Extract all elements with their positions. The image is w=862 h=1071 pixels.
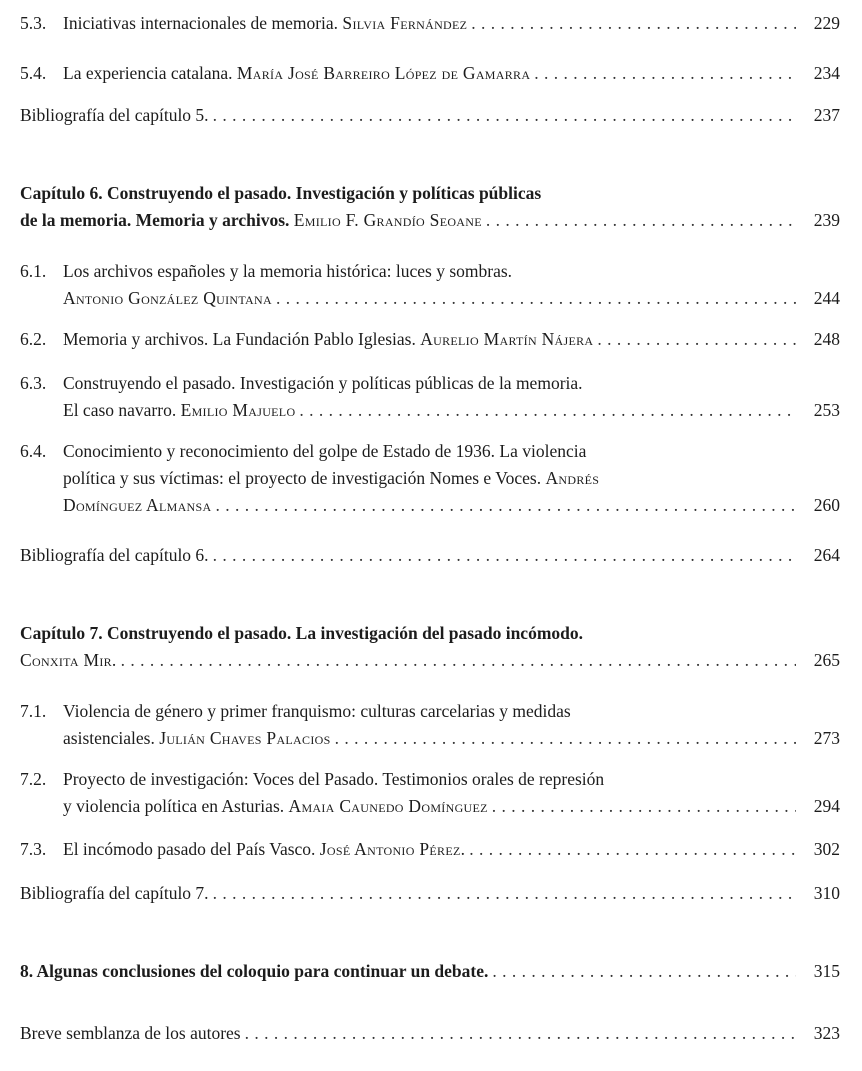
page-number: 273 xyxy=(813,728,840,748)
toc-entry-bibliography-7[interactable] xyxy=(20,880,840,907)
entry-title-line1: Proyecto de investigación: Voces del Pasado. Testimonios orales de represión xyxy=(63,769,605,789)
page-number: 229 xyxy=(813,13,840,33)
dot-leader xyxy=(534,60,796,87)
toc-entry-7-2[interactable] xyxy=(20,766,840,820)
toc-entry-6-2[interactable] xyxy=(20,326,840,353)
page-number: 294 xyxy=(813,796,840,816)
chapter-title-line2: de la memoria. Memoria y archivos. xyxy=(20,210,290,230)
entry-number: 7.1. xyxy=(20,701,47,721)
page-number: 244 xyxy=(813,288,840,308)
chapter-author: Conxita Mir. xyxy=(20,650,117,670)
entry-title: Los archivos españoles y la memoria histórica: luces y sombras. xyxy=(63,261,513,281)
toc-entry-5-4[interactable] xyxy=(20,60,840,87)
page-number: 302 xyxy=(813,839,840,859)
entry-number: 5.4. xyxy=(20,63,47,83)
dot-leader xyxy=(597,326,796,353)
entry-author: Julián Chaves Palacios xyxy=(159,728,331,748)
chapter-title: 8. Algunas conclusiones del coloquio para continuar un debate. xyxy=(20,961,489,981)
entry-number: 7.3. xyxy=(20,839,47,859)
toc-entry-7-1[interactable] xyxy=(20,698,840,752)
toc-entry-6-1[interactable] xyxy=(20,258,840,312)
entry-title-line2: El caso navarro. xyxy=(63,400,177,420)
entry-number: 6.4. xyxy=(20,441,47,461)
toc-chapter-6[interactable] xyxy=(20,180,840,234)
page-number: 234 xyxy=(813,63,840,83)
entry-title-line1: Construyendo el pasado. Investigación y políticas públicas de la memoria. xyxy=(63,373,583,393)
entry-author-part1: Andrés xyxy=(545,468,600,488)
entry-title-line2: y violencia política en Asturias. xyxy=(63,796,285,816)
dot-leader xyxy=(486,207,796,234)
toc-entry-authors[interactable] xyxy=(20,1020,840,1047)
toc-entry-6-3[interactable] xyxy=(20,370,840,424)
entry-author: Emilio Majuelo xyxy=(180,400,296,420)
entry-number: 6.1. xyxy=(20,261,47,281)
toc-entry-bibliography-6[interactable] xyxy=(20,542,840,569)
entry-title-line2: política y sus víctimas: el proyecto de investigación Nomes e Voces. xyxy=(63,468,542,488)
dot-leader xyxy=(299,397,796,424)
entry-title: Bibliografía del capítulo 7. xyxy=(20,883,209,903)
dot-leader xyxy=(245,1020,796,1047)
toc-entry-7-3[interactable] xyxy=(20,836,840,863)
dot-leader xyxy=(469,836,796,863)
page-number: 265 xyxy=(813,650,840,670)
entry-title: La experiencia catalana. xyxy=(63,63,233,83)
page-number: 315 xyxy=(813,961,840,981)
entry-title-line1: Conocimiento y reconocimiento del golpe de Estado de 1936. La violencia xyxy=(63,441,587,461)
entry-number: 5.3. xyxy=(20,13,47,33)
dot-leader xyxy=(335,725,796,752)
dot-leader xyxy=(492,958,796,985)
entry-title: El incómodo pasado del País Vasco. xyxy=(63,839,316,859)
dot-leader xyxy=(492,793,796,820)
entry-author: Aurelio Martín Nájera xyxy=(420,329,594,349)
entry-author-part2: Domínguez Almansa xyxy=(63,495,212,515)
page-number: 310 xyxy=(813,883,840,903)
toc-entry-bibliography-5[interactable] xyxy=(20,102,840,129)
entry-title-line1: Violencia de género y primer franquismo: culturas carcelarias y medidas xyxy=(63,701,571,721)
entry-title: Bibliografía del capítulo 6. xyxy=(20,545,209,565)
entry-author: Silvia Fernández xyxy=(342,13,468,33)
entry-title: Iniciativas internacionales de memoria. xyxy=(63,13,339,33)
dot-leader xyxy=(121,647,796,674)
entry-number: 7.2. xyxy=(20,769,47,789)
entry-number: 6.3. xyxy=(20,373,47,393)
page-number: 323 xyxy=(813,1023,840,1043)
page-number: 248 xyxy=(813,329,840,349)
entry-author: Antonio González Quintana xyxy=(63,288,272,308)
toc-chapter-7[interactable] xyxy=(20,620,840,674)
page-number: 237 xyxy=(813,105,840,125)
chapter-title-line1: Capítulo 6. Construyendo el pasado. Investigación y políticas públicas xyxy=(20,183,542,203)
entry-author: María José Barreiro López de Gamarra xyxy=(236,63,531,83)
page-number: 260 xyxy=(813,495,840,515)
chapter-title: Capítulo 7. Construyendo el pasado. La investigación del pasado incómodo. xyxy=(20,623,584,643)
toc-chapter-8[interactable] xyxy=(20,958,840,985)
entry-author: Amaia Caunedo Domínguez xyxy=(288,796,488,816)
dot-leader xyxy=(213,880,796,907)
page-number: 253 xyxy=(813,400,840,420)
toc-entry-5-3[interactable] xyxy=(20,10,840,37)
entry-title-line2: asistenciales. xyxy=(63,728,155,748)
chapter-author: Emilio F. Grandío Seoane xyxy=(293,210,482,230)
page-number: 239 xyxy=(813,210,840,230)
entry-number: 6.2. xyxy=(20,329,47,349)
entry-title: Memoria y archivos. La Fundación Pablo Iglesias. xyxy=(63,329,416,349)
toc-entry-6-4[interactable] xyxy=(20,438,840,519)
page-number: 264 xyxy=(813,545,840,565)
entry-author: José Antonio Pérez. xyxy=(319,839,466,859)
entry-title: Bibliografía del capítulo 5. xyxy=(20,105,209,125)
dot-leader xyxy=(215,492,796,519)
entry-title: Breve semblanza de los autores xyxy=(20,1023,241,1043)
dot-leader xyxy=(276,285,796,312)
dot-leader xyxy=(213,102,796,129)
dot-leader xyxy=(471,10,796,37)
dot-leader xyxy=(213,542,796,569)
